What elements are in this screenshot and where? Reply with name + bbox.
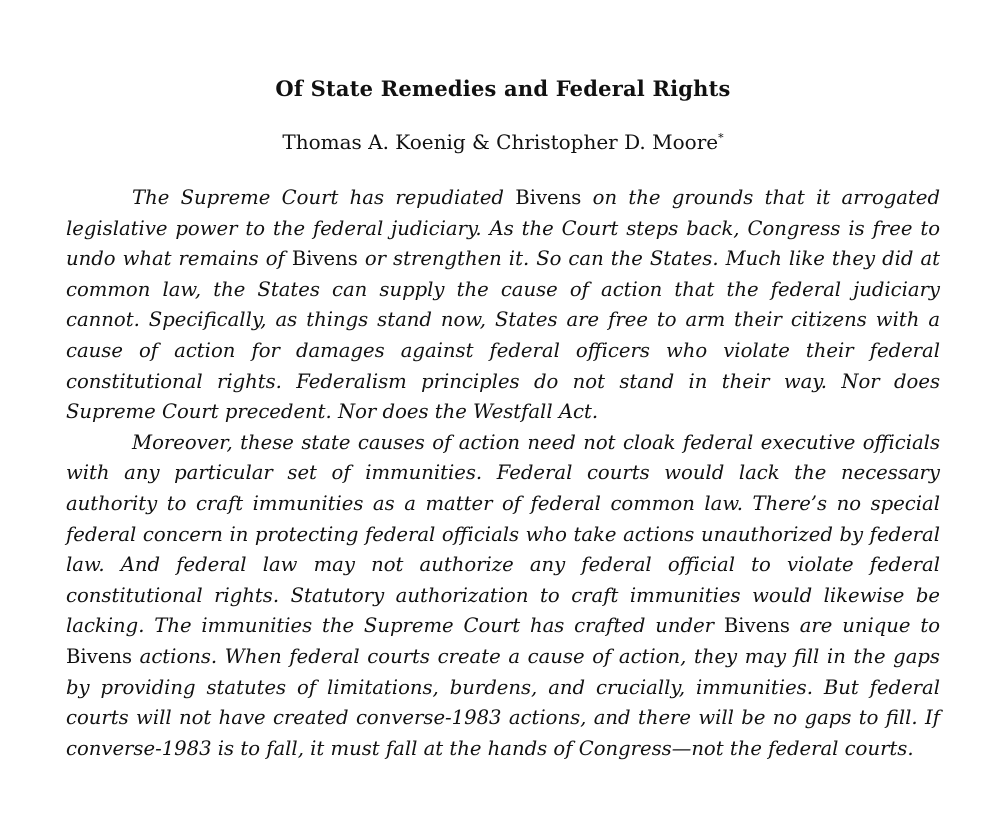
abstract-text: are unique to: [789, 614, 940, 638]
case-name-bivens: Bivens: [723, 614, 790, 638]
abstract-paragraph-1: [66, 183, 940, 428]
case-name-bivens: Bivens: [291, 247, 358, 271]
abstract-text: Moreover, these state causes of action need not cloak federal executive officials with any particular set of immunities. Federal courts would lack the necessary authority to craft immunities as a matter of federal common law. There’s no special federal concern in protecting federal officials who take actions unauthorized by federal law. And federal law may not authorize any federal official to violate federal constitutional rights. Statutory authorization to craft immunities would likewise be lacking. The immunities the Supreme Court has crafted under: [66, 430, 940, 638]
paper-title: Of State Remedies and Federal Rights: [275, 76, 731, 101]
case-name-bivens: Bivens: [66, 644, 133, 668]
abstract-text: or strengthen it. So can the States. Much like they did at common law, the States can supply the cause of action that the federal judiciary cannot. Specifically, as things stand now, States are free to arm their citizens with a cause of action for damages against federal officers who violate their federal constitutional rights. Federalism principles do not stand in their way. Nor does Supreme Court precedent. Nor does the Westfall Act.: [66, 247, 940, 424]
abstract-text: on the grounds that it arrogated legislative power to the federal judiciary. As the Court steps back, Congress is free to undo what remains of: [66, 186, 940, 271]
author-names: Thomas A. Koenig & Christopher D. Moore: [282, 130, 719, 154]
abstract-text: The Supreme Court has repudiated: [132, 186, 516, 209]
author-line: [66, 130, 940, 154]
abstract-paragraph-2: [66, 428, 940, 765]
abstract-text: actions. When federal courts create a cause of action, they may fill in the gaps by providing statutes of limitations, burdens, and crucially, immunities. But federal courts will not have created converse-1983 actions, and there will be no gaps to fill. If converse-1983 is to fall, it must fall at the hands of Congress—not the federal courts.: [66, 644, 940, 760]
author-footnote-marker: *: [718, 131, 724, 145]
case-name-bivens: Bivens: [515, 186, 582, 209]
abstract: [66, 183, 940, 764]
